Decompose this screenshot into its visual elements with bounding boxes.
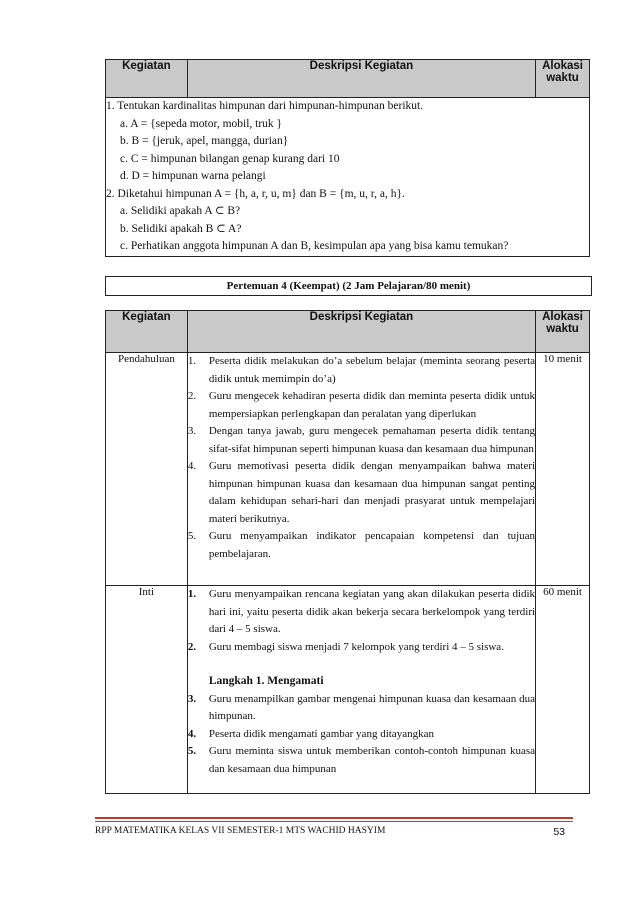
task-subitem: d. D = himpunan warna pelangi: [120, 170, 266, 182]
item-text: Peserta didik melakukan do’a sebelum belajar (meminta seorang peserta didik untuk memimpin do’a): [208, 355, 536, 385]
activity-table: [105, 310, 590, 794]
item-text: Guru meminta siswa untuk memberikan contoh-contoh himpunan kuasa dan kesamaan dua himpunan: [208, 745, 536, 775]
task-row: [106, 98, 590, 257]
footer-rule: [95, 817, 573, 819]
alokasi-cell: 60 menit: [536, 586, 590, 794]
item-number: 2.: [187, 640, 197, 653]
task-item: 1. Tentukan kardinalitas himpunan dari himpunan-himpunan berikut.: [106, 100, 424, 112]
task-table-header: [106, 60, 590, 98]
list-item: [188, 691, 535, 726]
list-item: [188, 586, 535, 639]
item-text: Guru menyampaikan rencana kegiatan yang akan dilakukan peserta didik hari ini, yaitu peserta didik akan bekerja secara berkelompok yang terdiri dari 4 – 5 siswa.: [208, 588, 536, 635]
footer-text: RPP MATEMATIKA KELAS VII SEMESTER-1 MTS WACHID HASYIM: [95, 826, 386, 836]
kegiatan-cell: Pendahuluan: [106, 353, 188, 586]
item-number: 5.: [187, 530, 197, 542]
activity-row-inti: [106, 586, 590, 794]
item-group: [188, 691, 535, 779]
task-subitem: a. Selidiki apakah A ⊂ B?: [120, 205, 241, 217]
description-cell: [187, 353, 535, 586]
task-subitem: a. A = {sepeda motor, mobil, truk }: [120, 117, 283, 130]
task-subitem: c. Perhatikan anggota himpunan A dan B, kesimpulan apa yang bisa kamu temukan?: [120, 240, 509, 252]
item-number: 1.: [187, 355, 197, 367]
list-item: [188, 528, 535, 563]
list-item: [188, 726, 535, 744]
header-kegiatan: Kegiatan: [106, 311, 188, 353]
task-table: [105, 59, 590, 257]
header-deskripsi: Deskripsi Kegiatan: [187, 311, 535, 353]
item-text: Guru menyampaikan indikator pencapaian kompetensi dan tujuan pembelajaran.: [208, 530, 536, 560]
item-text: Peserta didik mengamati gambar yang ditayangkan: [208, 727, 434, 740]
task-subitem: b. B = {jeruk, apel, mangga, durian}: [120, 135, 289, 147]
task-subitem: c. C = himpunan bilangan genap kurang dari 10: [120, 152, 340, 165]
item-number: 4.: [187, 727, 197, 740]
item-text: Guru membagi siswa menjadi 7 kelompok yang terdiri 4 – 5 siswa.: [208, 640, 504, 653]
item-number: 2.: [187, 390, 197, 402]
item-text: Guru mengecek kehadiran peserta didik dan meminta peserta didik untuk mempersiapkan perlengkapan dan peralatan yang diperlukan: [208, 390, 536, 420]
list-item: [188, 458, 535, 528]
item-group: [188, 586, 535, 656]
header-deskripsi: Deskripsi Kegiatan: [187, 60, 535, 98]
item-text: Dengan tanya jawab, guru mengecek pemahaman peserta didik tentang sifat-sifat himpunan seperti himpunan kuasa dan kesamaan dua himpunan: [208, 425, 536, 455]
task-subitem: b. Selidiki apakah B ⊂ A?: [120, 222, 242, 235]
activity-row-pendahuluan: [106, 353, 590, 586]
item-number: 4.: [187, 460, 197, 472]
footer-rule-thin: [95, 821, 573, 822]
item-number: 3.: [187, 425, 197, 437]
list-item: [188, 743, 535, 778]
list-item: [188, 423, 535, 458]
item-number: 3.: [187, 692, 197, 705]
task-list: [106, 98, 590, 257]
header-alokasi: Alokasi waktu: [536, 60, 590, 98]
meeting-banner: Pertemuan 4 (Keempat) (2 Jam Pelajaran/80 menit): [105, 276, 592, 296]
item-text: Guru menampilkan gambar mengenai himpunan kuasa dan kesamaan dua himpunan.: [208, 692, 536, 722]
task-item: 2. Diketahui himpunan A = {h, a, r, u, m} dan B = {m, u, r, a, h}.: [106, 187, 405, 200]
item-number: 1.: [187, 588, 197, 600]
item-text: Guru memotivasi peserta didik dengan menyampaikan bahwa materi himpunan himpunan kuasa dan kesamaan dua himpunan sangat penting dalam kehidupan sehari-hari dan menjadi prasyarat untuk mempelajari materi berikutnya.: [208, 460, 536, 525]
item-number: 5.: [187, 745, 197, 757]
footer: [95, 826, 573, 836]
activity-table-header: [106, 311, 590, 353]
header-kegiatan: Kegiatan: [106, 60, 188, 98]
page-number: 53: [553, 826, 565, 838]
list-item: [188, 639, 535, 657]
alokasi-cell: 10 menit: [536, 353, 590, 586]
description-cell: [187, 586, 535, 794]
list-item: [188, 388, 535, 423]
header-alokasi: Alokasi waktu: [536, 311, 590, 353]
list-item: [188, 353, 535, 388]
kegiatan-cell: Inti: [106, 586, 188, 794]
step-title: Langkah 1. Mengamati: [208, 675, 324, 687]
